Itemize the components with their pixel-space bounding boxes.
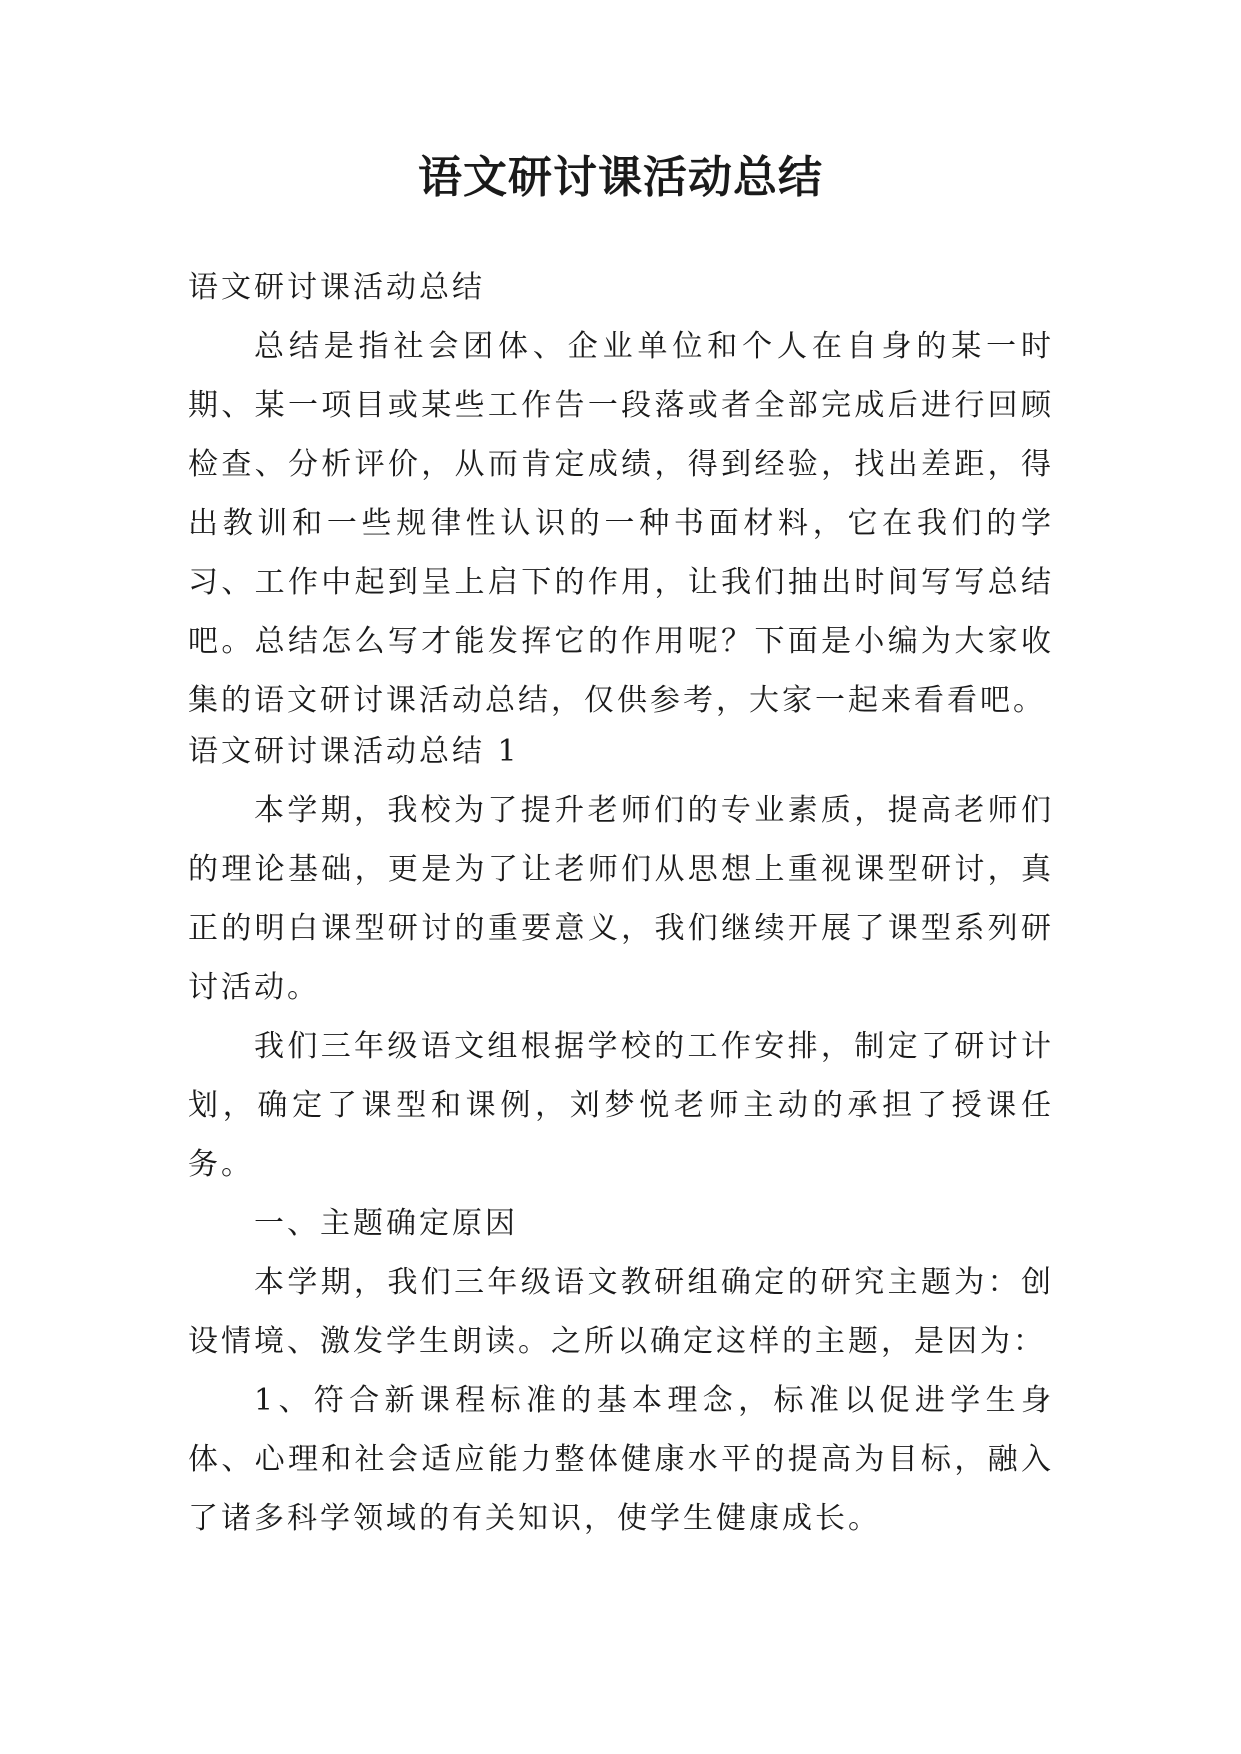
document-title: 语文研讨课活动总结: [418, 152, 823, 203]
section1-heading: 语文研讨课活动总结 1: [188, 734, 520, 769]
section1-paragraph-1: 本学期，我校为了提升老师们的专业素质，提高老师们的理论基础，更是为了让老师们从思想上重视课型研讨，真正的明白课型研讨的重要意义，我们继续开展了课型系列研讨活动。: [188, 793, 1054, 1005]
section1-paragraph-3: 本学期，我们三年级语文教研组确定的研究主题为：创设情境、激发学生朗读。之所以确定这样的主题，是因为：: [188, 1265, 1054, 1359]
intro-section: [188, 258, 1054, 730]
section1-subheading: 一、主题确定原因: [254, 1206, 518, 1241]
intro-paragraph: 总结是指社会团体、企业单位和个人在自身的某一时期、某一项目或某些工作告一段落或者全部完成后进行回顾检查、分析评价，从而肯定成绩，得到经验，找出差距，得出教训和一些规律性认识的一种书面材料，它在我们的学习、工作中起到呈上启下的作用，让我们抽出时间写写总结吧。总结怎么写才能发挥它的作用呢？下面是小编为大家收集的语文研讨课活动总结，仅供参考，大家一起来看看吧。: [188, 329, 1054, 718]
section1-paragraph-4: 1、符合新课程标准的基本理念，标准以促进学生身体、心理和社会适应能力整体健康水平的提高为目标，融入了诸多科学领域的有关知识，使学生健康成长。: [188, 1383, 1054, 1536]
section-1: [188, 722, 1054, 1548]
intro-heading: 语文研讨课活动总结: [188, 270, 485, 305]
section1-paragraph-2: 我们三年级语文组根据学校的工作安排，制定了研讨计划，确定了课型和课例，刘梦悦老师主动的承担了授课任务。: [188, 1029, 1054, 1182]
